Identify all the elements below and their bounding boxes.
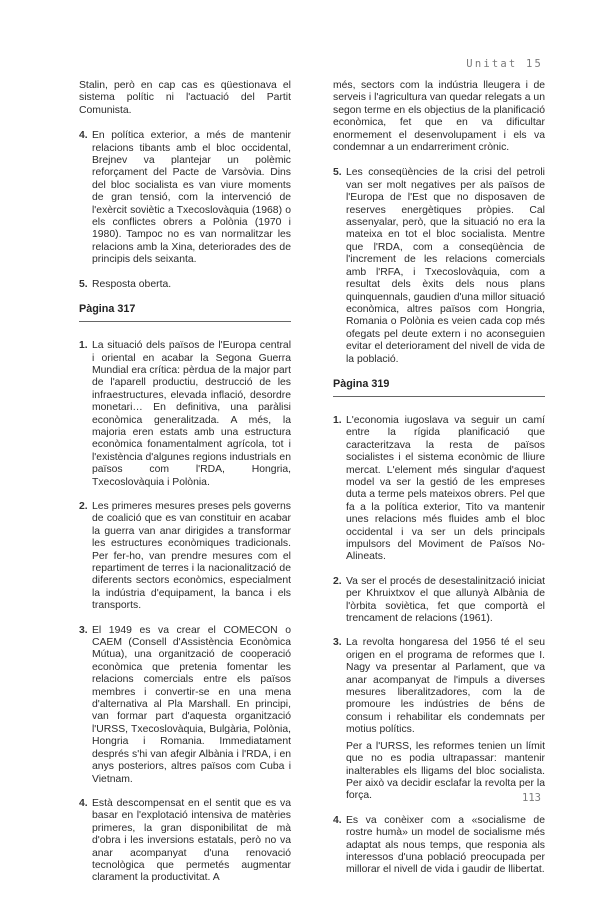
item-number: 5. (79, 278, 88, 290)
item-number: 3. (333, 637, 342, 649)
list-item (333, 415, 545, 564)
list-item (79, 798, 291, 885)
list-item (333, 637, 545, 802)
item-text: El 1949 es va crear el COMECON o CAEM (Consell d'Assistència Econòmica Mútua), una organització de cooperació econòmica que pretenia fomentar les relacions comercials entre els països membres i convertir-se en una mena d'alternativa al Pla Marshall. En principi, van formar part d'aquesta organització l'URSS, Txecoslovàquia, Bulgària, Polònia, Hongria i Romania. Immediatament després s'hi van afegir Albània i l'RDA, i en anys posteriors, altres països com Cuba i Vietnam. (92, 624, 291, 785)
item-text: Va ser el procés de desestalinització iniciat per Khruixtxov el que allunyà Albània de l'òrbita soviètica, fet que comportà el trencament de relacions (1961). (346, 575, 545, 625)
item-paragraph: Per a l'URSS, les reformes tenien un límit que no es podia ultrapassar: mantenir inalterables els lligams del bloc socialista. Per això va decidir esclafar la revolta per la força. (346, 740, 545, 802)
item-text: L'economia iugoslava va seguir un camí entre la rígida planificació que caracteritzava la resta de països socialistes i el sistema econòmic de lliure mercat. L'element més singular d'aquest model va ser la gestió de les empreses duta a terme pels mateixos obrers. Pel que fa a la política exterior, Tito va mantenir unes relacions més fluides amb el bloc occidental i va ser un dels principals impulsors del Moviment de Països No-Alineats. (346, 414, 545, 563)
unit-header: Unitat 15 (466, 58, 543, 70)
item-text: Resposta oberta. (92, 278, 172, 290)
item-number: 4. (333, 814, 342, 826)
list-item (333, 815, 545, 877)
continuation-text: més, sectors com la indústria lleugera i de serveis i l'agricultura van quedar relegats a un segon terme en els objectius de la planificació econòmica, fet que en va dificultar enormement el desenvolupament i els va condemnar a un endarreriment crònic. (333, 80, 545, 154)
item-number: 2. (79, 500, 88, 512)
item-text: Es va conèixer com a «socialisme de rostre humà» un model de socialisme més adaptat als nous temps, que responia als interessos d'una població preocupada per millorar el nivell de vida i gaudir de llibertat. (346, 814, 545, 876)
item-text: Les conseqüències de la crisi del petroli van ser molt negatives per als països de l'Europa de l'Est que no disposaven de reserves energètiques pròpies. Cal assenyalar, però, que la situació no era la mateixa en tot el bloc socialista. Mentre que l'RDA, com a conseqüència de l'increment de les relacions comercials amb l'RFA, i Txecoslovàquia, com a resultat dels èxits dels nous plans quinquennals, gaudien d'una millor situació econòmica, altres països com Hongria, Romania o Polònia es veien cada cop més ofegats pel deute extern i no aconseguien evitar el deteriorament del nivell de vida de la població. (346, 167, 545, 365)
section-heading-page-319: Pàgina 319 (333, 378, 545, 397)
item-number: 3. (79, 624, 88, 636)
item-number: 1. (79, 340, 88, 352)
item-text: Està descompensat en el sentit que es va basar en l'explotació intensiva de matèries primeres, la gran disponibilitat de mà d'obra i les inversions estatals, però no va anar acompanyat d'una renovació tecnològica que permetés augmentar clarament la productivitat. A (92, 797, 291, 884)
item-number: 2. (333, 575, 342, 587)
list-item (79, 279, 291, 291)
list-item (79, 501, 291, 613)
item-text: La situació dels països de l'Europa central i oriental en acabar la Segona Guerra Mundial era crítica: pèrdua de la major part de l'aparell productiu, destrucció de les infraestructures, elevada inflació, desordre monetari… En definitiva, una paràlisi econòmica generalitzada. A més, la majoria eren estats amb una estructura econòmica fonamentalment agrícola, tot i l'existència d'algunes regions industrials en països com l'RDA, Hongria, Txecoslovàquia i Polònia. (92, 340, 291, 488)
left-column (79, 80, 291, 897)
list-item (79, 340, 291, 489)
item-text: En política exterior, a més de mantenir relacions tibants amb el bloc occidental, Brejnev va plantejar un polèmic reforçament del Pacte de Varsòvia. Dins del bloc socialista es van viure moments de gran tensió, com la intervenció de l'exèrcit soviètic a Txecoslovàquia (1968) o els conflictes obrers a Polònia (1970 i 1980). Tampoc no es van normalitzar les relacions amb la Xina, deteriorades des de principis dels seixanta. (92, 130, 291, 266)
list-item (333, 576, 545, 626)
item-number: 1. (333, 414, 342, 426)
item-number: 5. (333, 167, 342, 179)
item-text: Les primeres mesures preses pels governs de coalició que es van constituir en acabar la guerra van anar dirigides a transformar les estructures econòmiques tradicionals. Per fer-ho, van prendre mesures com el repartiment de terres i la nacionalització de diferents sectors econòmics, especialment la indústria d'equipament, la banca i els transports. (92, 500, 291, 612)
list-item (79, 625, 291, 786)
item-number: 4. (79, 797, 88, 809)
item-paragraph: La revolta hongaresa del 1956 té el seu origen en el programa de reformes que I. Nagy va presentar al Parlament, que va anar acompanyat de l'impuls a diverses mesures liberalitzadores, com la de promoure les indústries de béns de consum i rehabilitar els condemnats per motius polítics. (346, 637, 545, 736)
list-item (333, 167, 545, 366)
list-item (79, 130, 291, 266)
item-text (346, 637, 545, 802)
item-number: 4. (79, 130, 88, 142)
page-number: 113 (522, 792, 541, 804)
continuation-text: Stalin, però en cap cas es qüestionava el sistema polític ni l'actuació del Partit Comunista. (79, 80, 291, 116)
right-column (333, 80, 545, 889)
section-heading-page-317: Pàgina 317 (79, 303, 291, 322)
